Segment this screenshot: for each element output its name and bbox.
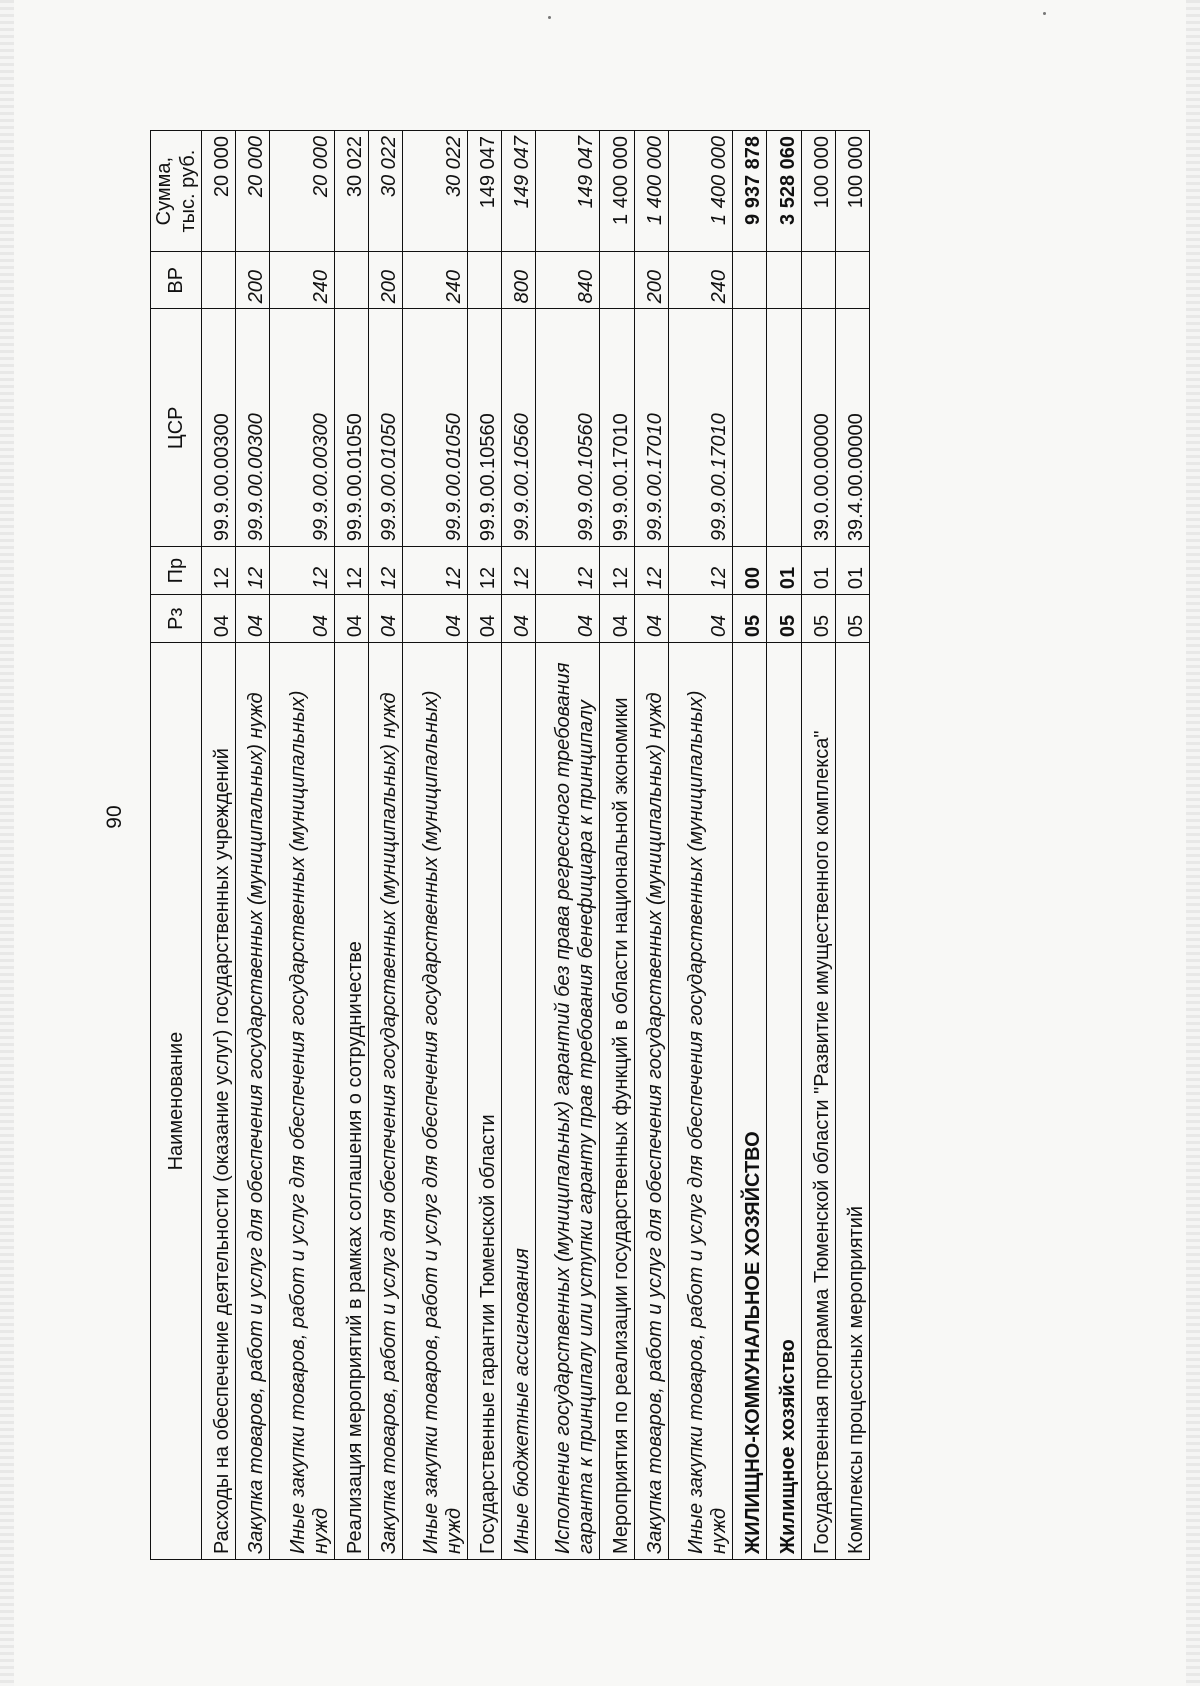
header-name: Наименование (151, 643, 202, 1560)
cell-sum: 149 047 (535, 131, 599, 252)
cell-pr: 12 (467, 547, 501, 595)
table-row (270, 131, 334, 1560)
cell-vr (467, 252, 501, 309)
table-row (767, 131, 801, 1560)
cell-sum: 1 400 000 (600, 131, 634, 252)
cell-sum: 1 400 000 (634, 131, 668, 252)
table-row (668, 131, 732, 1560)
cell-pr: 01 (801, 547, 835, 595)
cell-sum: 20 000 (270, 131, 334, 252)
cell-pr: 01 (767, 547, 801, 595)
cell-name: Исполнение государственных (муниципальных) гарантий без права регрессного требования гаранта к принципалу или уступки гаранту прав требования бенефициара к принципалу (535, 643, 599, 1560)
cell-vr: 200 (368, 252, 402, 309)
cell-rz: 04 (334, 595, 368, 643)
cell-rz: 04 (634, 595, 668, 643)
table-row (202, 131, 236, 1560)
table-row (467, 131, 501, 1560)
cell-name: Иные закупки товаров, работ и услуг для обеспечения государственных (муниципальных) нужд (403, 643, 467, 1560)
cell-csr: 99.9.00.01050 (368, 309, 402, 547)
cell-name: Реализация мероприятий в рамках соглашения о сотрудничестве (334, 643, 368, 1560)
cell-name: ЖИЛИЩНО-КОММУНАЛЬНОЕ ХОЗЯЙСТВО (733, 643, 767, 1560)
cell-csr: 99.9.00.00300 (270, 309, 334, 547)
cell-rz: 04 (368, 595, 402, 643)
cell-pr: 12 (600, 547, 634, 595)
cell-rz: 05 (801, 595, 835, 643)
cell-pr: 12 (403, 547, 467, 595)
cell-name: Закупка товаров, работ и услуг для обеспечения государственных (муниципальных) нужд (236, 643, 270, 1560)
cell-vr: 240 (403, 252, 467, 309)
table-row (835, 131, 869, 1560)
header-sum: Сумма, тыс. руб. (151, 131, 202, 252)
cell-vr: 800 (501, 252, 535, 309)
table-row (801, 131, 835, 1560)
cell-sum: 149 047 (467, 131, 501, 252)
cell-csr: 99.9.00.10560 (501, 309, 535, 547)
header-csr: ЦСР (151, 309, 202, 547)
cell-rz: 04 (668, 595, 732, 643)
cell-pr: 00 (733, 547, 767, 595)
cell-pr: 01 (835, 547, 869, 595)
cell-sum: 30 022 (334, 131, 368, 252)
cell-csr (733, 309, 767, 547)
table-row (403, 131, 467, 1560)
cell-name: Жилищное хозяйство (767, 643, 801, 1560)
cell-rz: 04 (403, 595, 467, 643)
cell-csr: 99.9.00.00300 (202, 309, 236, 547)
cell-name: Иные закупки товаров, работ и услуг для обеспечения государственных (муниципальных) нужд (270, 643, 334, 1560)
cell-vr (600, 252, 634, 309)
cell-pr: 12 (368, 547, 402, 595)
cell-name: Иные бюджетные ассигнования (501, 643, 535, 1560)
table-row (236, 131, 270, 1560)
cell-sum: 149 047 (501, 131, 535, 252)
cell-vr: 200 (634, 252, 668, 309)
cell-vr (801, 252, 835, 309)
cell-pr: 12 (202, 547, 236, 595)
cell-sum: 20 000 (202, 131, 236, 252)
cell-rz: 04 (270, 595, 334, 643)
cell-sum: 30 022 (403, 131, 467, 252)
page-left-edge (0, 0, 14, 1686)
budget-table (150, 130, 870, 1560)
page-number: 90 (103, 805, 126, 829)
cell-csr: 99.9.00.01050 (403, 309, 467, 547)
cell-sum: 1 400 000 (668, 131, 732, 252)
cell-sum: 9 937 878 (733, 131, 767, 252)
header-vr: ВР (151, 252, 202, 309)
cell-vr: 240 (668, 252, 732, 309)
cell-vr (202, 252, 236, 309)
scan-speck (548, 16, 551, 19)
cell-name: Расходы на обеспечение деятельности (оказание услуг) государственных учреждений (202, 643, 236, 1560)
header-rz: Рз (151, 595, 202, 643)
cell-csr: 99.9.00.10560 (535, 309, 599, 547)
cell-pr: 12 (668, 547, 732, 595)
cell-name: Государственная программа Тюменской области "Развитие имущественного комплекса" (801, 643, 835, 1560)
cell-name: Закупка товаров, работ и услуг для обеспечения государственных (муниципальных) нужд (368, 643, 402, 1560)
cell-pr: 12 (270, 547, 334, 595)
cell-pr: 12 (334, 547, 368, 595)
table-row (733, 131, 767, 1560)
page-right-edge (1186, 0, 1200, 1686)
cell-name: Государственные гарантии Тюменской области (467, 643, 501, 1560)
cell-rz: 04 (600, 595, 634, 643)
cell-csr: 99.9.00.17010 (668, 309, 732, 547)
table-row (334, 131, 368, 1560)
cell-vr (835, 252, 869, 309)
cell-rz: 04 (501, 595, 535, 643)
scan-speck (1043, 12, 1046, 15)
cell-csr: 99.9.00.17010 (634, 309, 668, 547)
table-row (535, 131, 599, 1560)
cell-csr: 99.9.00.10560 (467, 309, 501, 547)
table-row (501, 131, 535, 1560)
cell-sum: 20 000 (236, 131, 270, 252)
cell-vr: 840 (535, 252, 599, 309)
cell-rz: 04 (202, 595, 236, 643)
cell-vr (733, 252, 767, 309)
table-header-row (151, 131, 202, 1560)
cell-pr: 12 (535, 547, 599, 595)
cell-csr: 99.9.00.17010 (600, 309, 634, 547)
cell-pr: 12 (236, 547, 270, 595)
cell-sum: 100 000 (835, 131, 869, 252)
table-body (202, 131, 870, 1560)
cell-vr (334, 252, 368, 309)
cell-sum: 100 000 (801, 131, 835, 252)
cell-csr: 39.0.00.00000 (801, 309, 835, 547)
cell-pr: 12 (634, 547, 668, 595)
cell-csr (767, 309, 801, 547)
cell-csr: 39.4.00.00000 (835, 309, 869, 547)
budget-table-container (150, 130, 870, 1560)
cell-csr: 99.9.00.01050 (334, 309, 368, 547)
cell-vr (767, 252, 801, 309)
cell-rz: 05 (767, 595, 801, 643)
table-row (368, 131, 402, 1560)
cell-name: Иные закупки товаров, работ и услуг для обеспечения государственных (муниципальных) нужд (668, 643, 732, 1560)
cell-csr: 99.9.00.00300 (236, 309, 270, 547)
cell-rz: 04 (535, 595, 599, 643)
table-row (634, 131, 668, 1560)
cell-pr: 12 (501, 547, 535, 595)
cell-rz: 04 (236, 595, 270, 643)
header-pr: Пр (151, 547, 202, 595)
cell-rz: 04 (467, 595, 501, 643)
cell-sum: 30 022 (368, 131, 402, 252)
table-row (600, 131, 634, 1560)
cell-name: Мероприятия по реализации государственных функций в области национальной экономики (600, 643, 634, 1560)
cell-vr: 240 (270, 252, 334, 309)
cell-vr: 200 (236, 252, 270, 309)
cell-rz: 05 (733, 595, 767, 643)
cell-name: Комплексы процессных мероприятий (835, 643, 869, 1560)
cell-name: Закупка товаров, работ и услуг для обеспечения государственных (муниципальных) нужд (634, 643, 668, 1560)
cell-sum: 3 528 060 (767, 131, 801, 252)
cell-rz: 05 (835, 595, 869, 643)
